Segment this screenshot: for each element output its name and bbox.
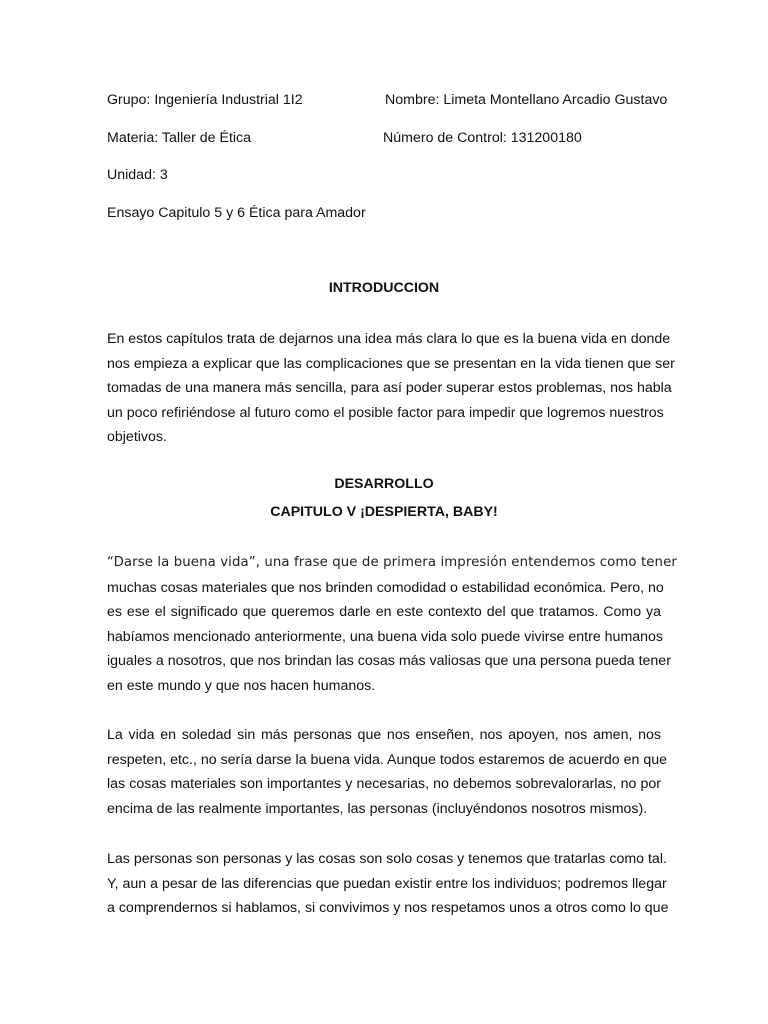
paragraph-line: un poco refiriéndose al futuro como el posible factor para impedir que logremos nuestros <box>107 404 664 421</box>
introduccion-paragraph <box>107 330 675 453</box>
paragraph-line: La vida en soledad sin más personas que nos enseñen, nos apoyen, nos amen, nos <box>107 727 661 743</box>
paragraph-line: a comprendernos si hablamos, si convivimos y nos respetamos unos a otros como lo que <box>107 900 669 916</box>
paragraph-line: en este mundo y que nos hacen humanos. <box>107 677 376 694</box>
materia-field: Materia: Taller de Ética <box>107 130 252 146</box>
desarrollo-heading: DESARROLLO <box>334 476 434 492</box>
introduccion-heading: INTRODUCCION <box>328 280 440 296</box>
nombre-field: Nombre: Limeta Montellano Arcadio Gustavo <box>385 92 668 108</box>
paragraph-line: objetivos. <box>107 429 167 445</box>
paragraph-line: es ese el significado que queremos darle en este contexto del que tratamos. Como ya <box>107 604 661 620</box>
desarrollo-paragraph-2 <box>107 726 667 824</box>
paragraph-line: iguales a nosotros, que nos brindan las cosas más valiosas que una persona pueda tener <box>107 653 671 669</box>
chapter-heading: CAPITULO V ¡DESPIERTA, BABY! <box>270 504 498 520</box>
paragraph-line: las cosas materiales son importantes y necesarias, no debemos sobrevalorarlas, no por <box>107 776 661 792</box>
paragraph-line: encima de las realmente importantes, las personas (incluyéndonos nosotros mismos). <box>107 800 648 817</box>
unidad-field: Unidad: 3 <box>107 167 168 183</box>
paragraph-line: En estos capítulos trata de dejarnos una idea más clara lo que es la buena vida en donde <box>107 331 671 347</box>
numero-control-field: Número de Control: 131200180 <box>383 130 582 146</box>
grupo-field: Grupo: Ingeniería Industrial 1I2 <box>107 92 303 108</box>
ensayo-title: Ensayo Capitulo 5 y 6 Ética para Amador <box>107 205 366 221</box>
paragraph-line: Y, aun a pesar de las diferencias que puedan existir entre los individuos; podremos llegar <box>107 875 667 892</box>
paragraph-line: nos empieza a explicar que las complicaciones que se presentan en la vida tienen que ser <box>107 355 675 372</box>
paragraph-line: tomadas de una manera más sencilla, para así poder superar estos problemas, nos habla <box>107 380 672 396</box>
paragraph-line: muchas cosas materiales que nos brinden comodidad o estabilidad económica. Pero, no <box>107 579 664 596</box>
desarrollo-paragraph-3 <box>107 850 669 924</box>
paragraph-line: habíamos mencionado anteriormente, una buena vida solo puede vivirse entre humanos <box>107 628 664 645</box>
paragraph-line: Las personas son personas y las cosas son solo cosas y tenemos que tratarlas como tal. <box>107 851 667 867</box>
paragraph-line: respeten, etc., no sería darse la buena vida. Aunque todos estaremos de acuerdo en que <box>107 751 667 768</box>
paragraph-line: “Darse la buena vida”, una frase que de primera impresión entendemos como tener <box>107 555 677 570</box>
desarrollo-paragraph-1 <box>107 554 677 701</box>
